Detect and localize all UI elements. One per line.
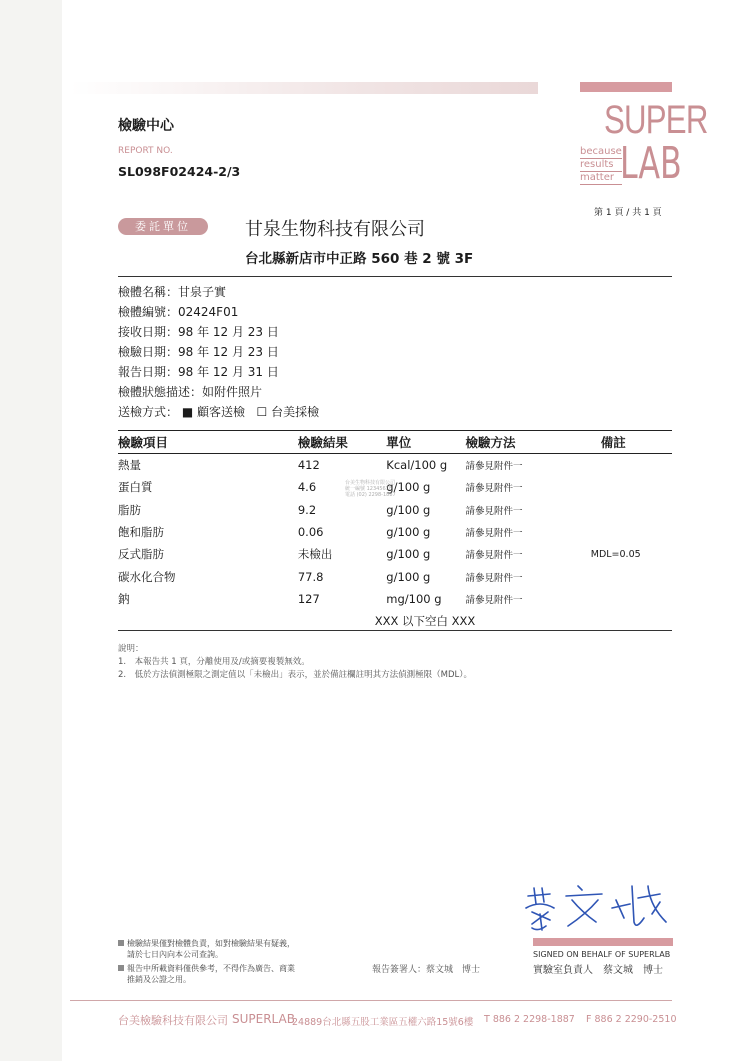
result-cell: 未檢出 <box>297 547 333 562</box>
method-cell: 請參見附件一 <box>465 572 523 584</box>
item-cell: 蛋白質 <box>118 480 153 495</box>
delivery-option-customer: 顧客送檢 <box>197 405 246 419</box>
table-row <box>118 543 672 565</box>
client-name: 甘泉生物科技有限公司 <box>245 219 425 240</box>
item-cell: 飽和脂肪 <box>118 525 164 540</box>
seal-stamp <box>345 480 396 498</box>
results-table <box>118 430 672 632</box>
method-cell: 請參見附件一 <box>465 505 523 517</box>
item-cell: 脂肪 <box>118 502 141 517</box>
signed-on-behalf: SIGNED ON BEHALF OF SUPERLAB <box>533 950 671 959</box>
footer-address: 24889台北縣五股工業區五權六路15號6樓 <box>292 1017 474 1028</box>
remark-cell <box>591 588 672 610</box>
table-bottom-rule <box>118 630 672 631</box>
logo-super: SUPER <box>604 98 708 142</box>
logo-tagline-3: matter <box>580 172 622 185</box>
result-cell: 127 <box>297 591 320 606</box>
logo-lab: LAB <box>620 138 682 189</box>
center-title: 檢驗中心 <box>118 118 174 134</box>
item-cell: 反式脂肪 <box>118 547 164 562</box>
table-row <box>118 588 672 610</box>
header-result: 檢驗結果 <box>298 431 386 454</box>
disclaimer-line: 檢驗結果僅對檢體負責，如對檢驗結果有疑義， <box>127 939 295 948</box>
unit-cell: g/100 g <box>386 547 431 562</box>
notes-title: 說明： <box>118 644 144 654</box>
unit-cell: g/100 g <box>386 525 431 540</box>
header-unit: 單位 <box>386 431 465 454</box>
stamp-line: 統一編號 12345678 <box>345 486 393 492</box>
remark-cell <box>591 499 672 521</box>
result-cell: 412 <box>297 458 320 473</box>
footer-fax: F 886 2 2290-2510 <box>586 1014 677 1025</box>
disclaimer-1 <box>118 938 295 960</box>
method-cell: 請參見附件一 <box>465 550 523 562</box>
stamp-line: 電話 (02) 2298-1887 <box>345 492 396 498</box>
result-cell: 4.6 <box>297 480 317 495</box>
remark-cell: MDL=0.05 <box>590 548 641 560</box>
table-row <box>118 565 672 587</box>
method-cell: 請參見附件一 <box>465 483 523 495</box>
header-band <box>70 82 538 94</box>
disclaimer-line: 請於七日內向本公司查詢。 <box>127 950 223 959</box>
unchecked-box-icon: ☐ <box>256 405 268 419</box>
test-date: 檢驗日期：98 年 12 月 23 日 <box>118 345 279 359</box>
note-item: 2. 低於方法偵測極限之測定值以「未檢出」表示，並於備註欄註明其方法偵測極限（MDL）。 <box>118 670 472 680</box>
client-badge: 委託單位 <box>118 218 208 235</box>
delivery-method <box>118 405 319 419</box>
footer-tel: T 886 2 2298-1887 <box>484 1014 575 1025</box>
page-indicator: 第 1 頁 / 共 1 頁 <box>594 208 662 218</box>
header-item: 檢驗項目 <box>118 431 298 454</box>
disclaimer-2 <box>118 963 295 985</box>
bullet-icon <box>118 965 124 971</box>
unit-cell: mg/100 g <box>386 591 442 606</box>
unit-cell: g/100 g <box>386 569 431 584</box>
delivery-option-sampling: 台美採檢 <box>271 405 320 419</box>
unit-cell: g/100 g <box>386 502 431 517</box>
item-cell: 碳水化合物 <box>118 569 176 584</box>
checked-box-icon: ■ <box>181 405 194 419</box>
method-cell: 請參見附件一 <box>465 461 523 473</box>
notes <box>118 643 472 682</box>
sample-name: 檢體名稱：甘泉子實 <box>118 285 227 299</box>
logo-tagline-2: results <box>580 159 622 172</box>
footer-company: 台美檢驗科技有限公司 <box>118 1014 228 1027</box>
report-no-label: REPORT NO. <box>118 146 173 156</box>
table-row <box>118 521 672 543</box>
bullet-icon <box>118 940 124 946</box>
result-cell: 77.8 <box>297 569 324 584</box>
item-cell: 鈉 <box>118 591 130 606</box>
result-cell: 0.06 <box>297 525 324 540</box>
report-date: 報告日期：98 年 12 月 31 日 <box>118 365 279 379</box>
table-row <box>118 454 672 477</box>
remark-cell <box>591 521 672 543</box>
sample-state: 檢體狀態描述：如附件照片 <box>118 385 263 399</box>
disclaimer-line: 報告中所載資料僅供參考，不得作為廣告、商業 <box>127 964 295 973</box>
header-method: 檢驗方法 <box>466 431 591 454</box>
item-cell: 熱量 <box>118 458 141 473</box>
sample-id: 檢體編號：02424F01 <box>118 305 239 319</box>
note-item: 1. 本報告共 1 頁，分離使用及/或摘要複製無效。 <box>118 657 310 667</box>
stamp-line: 台美生物科技有限公司 <box>345 480 396 486</box>
received-date: 接收日期：98 年 12 月 23 日 <box>118 325 279 339</box>
report-no: SL098F02424-2/3 <box>118 164 241 179</box>
unit-cell: g/100 g <box>386 480 431 495</box>
logo-tagline-1: because <box>580 146 622 157</box>
divider <box>118 276 672 277</box>
logo-bar <box>580 82 672 92</box>
report-signer: 報告簽署人：蔡文城 博士 <box>372 965 481 975</box>
delivery-label: 送檢方式： <box>118 405 179 419</box>
unit-cell: Kcal/100 g <box>386 458 448 473</box>
method-cell: 請參見附件一 <box>465 594 523 606</box>
table-header-row <box>118 431 672 454</box>
signature-bar <box>533 938 673 946</box>
handwritten-signature <box>520 878 670 938</box>
header-remark: 備註 <box>591 431 672 454</box>
logo-tagline <box>580 146 622 185</box>
end-marker: XXX 以下空白 XXX <box>374 614 476 629</box>
method-cell: 請參見附件一 <box>465 528 523 540</box>
client-address: 台北縣新店市中正路 560 巷 2 號 3F <box>245 251 474 267</box>
lab-manager: 實驗室負責人 蔡文城 博士 <box>533 965 663 976</box>
remark-cell <box>591 476 672 498</box>
table-row <box>118 499 672 521</box>
remark-cell <box>591 565 672 587</box>
remark-cell <box>591 454 672 477</box>
disclaimer-line: 推銷及公證之用。 <box>127 975 191 984</box>
footer-brand: SUPERLAB <box>232 1012 295 1026</box>
result-cell: 9.2 <box>297 502 317 517</box>
footer-rule <box>70 1000 672 1001</box>
